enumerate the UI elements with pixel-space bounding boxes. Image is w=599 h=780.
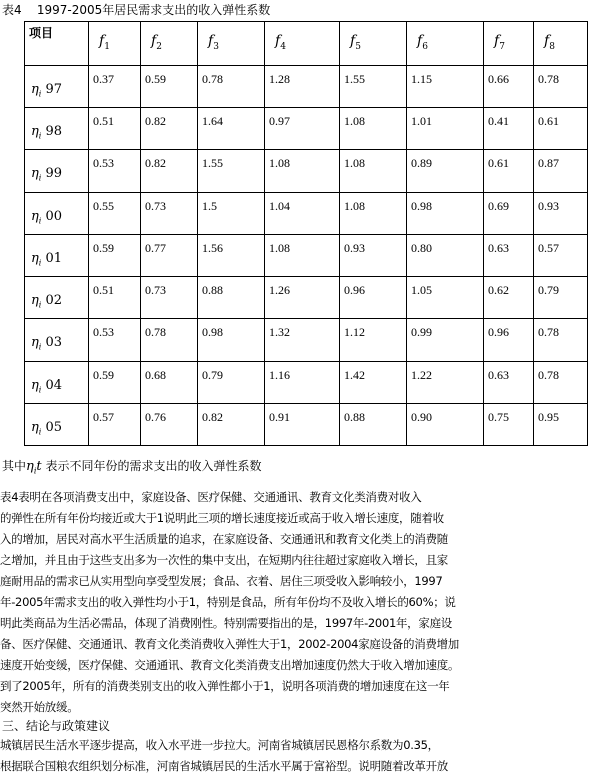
column-header-f5: $f_5$ xyxy=(340,22,407,66)
table-cell: 0.59 xyxy=(89,361,141,403)
table-cell: 0.80 xyxy=(407,234,484,276)
table-cell: 0.68 xyxy=(141,361,198,403)
table-cell: 0.78 xyxy=(198,66,265,108)
table-row xyxy=(25,319,588,361)
table-cell: 0.99 xyxy=(407,319,484,361)
table-row xyxy=(25,66,588,108)
table-cell: 0.61 xyxy=(534,108,588,150)
table-row xyxy=(25,361,588,403)
table-cell: 0.51 xyxy=(89,108,141,150)
table-cell: 0.73 xyxy=(141,192,198,234)
table-cell: 0.78 xyxy=(534,319,588,361)
table-cell: 0.57 xyxy=(89,403,141,445)
table-cell: 0.79 xyxy=(534,277,588,319)
table-cell: 1.08 xyxy=(340,108,407,150)
table-cell: 0.89 xyxy=(407,150,484,192)
paragraph-line: 年-2005年需求支出的收入弹性均小于1，特别是食品，所有年份均不及收入增长的60%；说 xyxy=(0,595,456,609)
table-cell: 1.22 xyxy=(407,361,484,403)
note-symbol: $\eta_it$ xyxy=(26,459,42,476)
row-label: $\eta_i$ 05 xyxy=(25,403,89,445)
note-prefix: 其中 xyxy=(2,459,27,473)
table-cell: 0.82 xyxy=(141,108,198,150)
paragraph-line: 之增加，并且由于这些支出多为一次性的集中支出，在短期内往往超过家庭收入增长，且家 xyxy=(0,553,448,567)
table-cell: 1.08 xyxy=(265,150,340,192)
table-cell: 1.64 xyxy=(198,108,265,150)
table-cell: 0.95 xyxy=(534,403,588,445)
elasticity-table xyxy=(24,21,588,446)
paragraph-line: 备、医疗保健、交通通讯、教育文化类消费收入弹性大于1，2002-2004家庭设备的消费增加 xyxy=(0,637,459,651)
table-cell: 0.69 xyxy=(484,192,534,234)
table-cell: 0.57 xyxy=(534,234,588,276)
table-cell: 0.63 xyxy=(484,361,534,403)
table-cell: 1.55 xyxy=(198,150,265,192)
column-header-f7: $f_7$ xyxy=(484,22,534,66)
column-header-f8: $f_8$ xyxy=(534,22,588,66)
column-header-f6: $f_6$ xyxy=(407,22,484,66)
table-row xyxy=(25,403,588,445)
analysis-paragraph xyxy=(0,487,596,718)
row-label: $\eta_i$ 01 xyxy=(25,234,89,276)
row-label: $\eta_i$ 98 xyxy=(25,108,89,150)
table-cell: 0.93 xyxy=(340,234,407,276)
paragraph-line: 根据联合国粮农组织划分标准，河南省城镇居民的生活水平属于富裕型。说明随着改革开放 xyxy=(0,759,448,773)
table-cell: 0.62 xyxy=(484,277,534,319)
table-cell: 0.90 xyxy=(407,403,484,445)
paragraph-line: 到了2005年，所有的消费类别支出的收入弹性都小于1，说明各项消费的增加速度在这一年 xyxy=(0,679,450,693)
table-cell: 1.5 xyxy=(198,192,265,234)
table-cell: 1.32 xyxy=(265,319,340,361)
paragraph-line: 表4表明在各项消费支出中，家庭设备、医疗保健、交通通讯、教育文化类消费对收入 xyxy=(0,490,422,504)
corner-header: 项目 xyxy=(25,22,89,66)
table-cell: 1.28 xyxy=(265,66,340,108)
table-cell: 0.75 xyxy=(484,403,534,445)
table-cell: 0.88 xyxy=(340,403,407,445)
paragraph-line: 明此类商品为生活必需品，体现了消费刚性。特别需要指出的是，1997年-2001年，家庭设 xyxy=(0,616,452,630)
table-cell: 0.88 xyxy=(198,277,265,319)
table-cell: 0.98 xyxy=(198,319,265,361)
table-cell: 1.08 xyxy=(265,234,340,276)
table-cell: 0.51 xyxy=(89,277,141,319)
row-label: $\eta_i$ 02 xyxy=(25,277,89,319)
table-cell: 1.26 xyxy=(265,277,340,319)
paragraph-line: 城镇居民生活水平逐步提高，收入水平进一步拉大。河南省城镇居民恩格尔系数为0.35， xyxy=(0,738,439,752)
conclusion-paragraph xyxy=(0,735,598,777)
table-cell: 0.53 xyxy=(89,150,141,192)
table-cell: 1.04 xyxy=(265,192,340,234)
table-cell: 0.82 xyxy=(198,403,265,445)
row-label: $\eta_i$ 97 xyxy=(25,66,89,108)
table-header-row xyxy=(25,22,588,66)
row-label: $\eta_i$ 03 xyxy=(25,319,89,361)
table-cell: 1.15 xyxy=(407,66,484,108)
column-header-f3: $f_3$ xyxy=(198,22,265,66)
row-label: $\eta_i$ 99 xyxy=(25,150,89,192)
section-heading: 三、结论与政策建议 xyxy=(2,719,111,733)
column-header-f2: $f_2$ xyxy=(141,22,198,66)
table-cell: 0.78 xyxy=(534,66,588,108)
table-cell: 1.05 xyxy=(407,277,484,319)
table-cell: 1.55 xyxy=(340,66,407,108)
table-cell: 1.08 xyxy=(340,150,407,192)
table-cell: 1.42 xyxy=(340,361,407,403)
table-cell: 0.59 xyxy=(89,234,141,276)
table-cell: 0.61 xyxy=(484,150,534,192)
table-row xyxy=(25,108,588,150)
table-cell: 0.98 xyxy=(407,192,484,234)
table-cell: 0.87 xyxy=(534,150,588,192)
table-row xyxy=(25,192,588,234)
table-cell: 0.55 xyxy=(89,192,141,234)
table-cell: 0.63 xyxy=(484,234,534,276)
table-cell: 0.79 xyxy=(198,361,265,403)
table-cell: 0.59 xyxy=(141,66,198,108)
table-body xyxy=(25,66,588,446)
table-cell: 0.97 xyxy=(265,108,340,150)
table-cell: 0.78 xyxy=(141,319,198,361)
table-cell: 0.78 xyxy=(534,361,588,403)
table-note xyxy=(2,457,261,481)
table-cell: 0.96 xyxy=(340,277,407,319)
table-cell: 0.93 xyxy=(534,192,588,234)
table-cell: 1.01 xyxy=(407,108,484,150)
table-cell: 0.76 xyxy=(141,403,198,445)
row-label: $\eta_i$ 04 xyxy=(25,361,89,403)
paragraph-line: 的弹性在所有年份均接近或大于1说明此三项的增长速度接近或高于收入增长速度，随着收 xyxy=(0,511,444,525)
table-cell: 0.37 xyxy=(89,66,141,108)
paragraph-line: 庭耐用品的需求已从实用型向享受型发展；食品、衣着、居住三项受收入影响较小，1997 xyxy=(0,574,443,588)
column-header-f4: $f_4$ xyxy=(265,22,340,66)
table-cell: 1.12 xyxy=(340,319,407,361)
table-cell: 0.73 xyxy=(141,277,198,319)
paragraph-line: 突然开始放缓。 xyxy=(0,700,79,714)
table-cell: 0.53 xyxy=(89,319,141,361)
table-cell: 1.56 xyxy=(198,234,265,276)
paragraph-line: 入的增加，居民对高水平生活质量的追求，在家庭设备、交通通讯和教育文化类上的消费随 xyxy=(0,532,448,546)
table-cell: 0.91 xyxy=(265,403,340,445)
table-row xyxy=(25,277,588,319)
table-cell: 1.16 xyxy=(265,361,340,403)
table-cell: 0.41 xyxy=(484,108,534,150)
table-cell: 0.77 xyxy=(141,234,198,276)
table-row xyxy=(25,150,588,192)
table-cell: 0.96 xyxy=(484,319,534,361)
table-caption: 表4 1997-2005年居民需求支出的收入弹性系数 xyxy=(2,3,271,17)
paragraph-line: 速度开始变缓，医疗保健、交通通讯、教育文化类消费支出增加速度仍然大于收入增加速度。 xyxy=(0,658,460,672)
table-cell: 0.66 xyxy=(484,66,534,108)
column-header-f1: $f_1$ xyxy=(89,22,141,66)
table-cell: 1.08 xyxy=(340,192,407,234)
row-label: $\eta_i$ 00 xyxy=(25,192,89,234)
table-cell: 0.82 xyxy=(141,150,198,192)
table-row xyxy=(25,234,588,276)
note-text: 表示不同年份的需求支出的收入弹性系数 xyxy=(45,459,262,473)
